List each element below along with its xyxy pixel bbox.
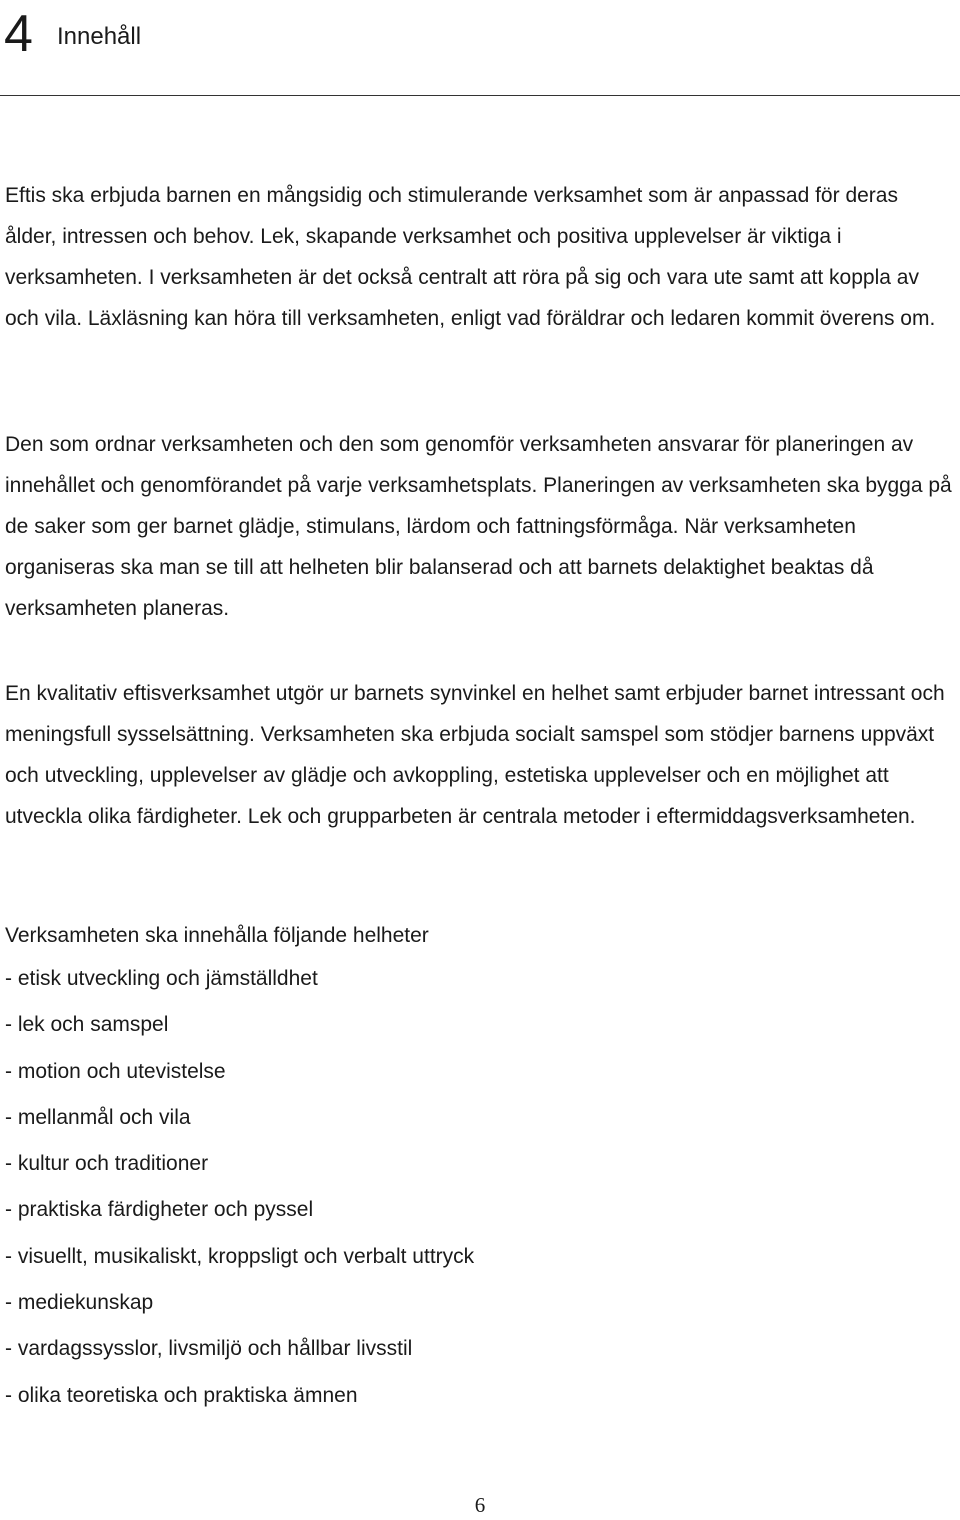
- section-heading: [0, 0, 960, 96]
- list-item: - vardagssysslor, livsmiljö och hållbar livsstil: [5, 1337, 413, 1361]
- list-item: - motion och utevistelse: [5, 1059, 226, 1083]
- list-item: - mediekunskap: [5, 1291, 154, 1315]
- list-item: - kultur och traditioner: [5, 1152, 209, 1176]
- list-item: - mellanmål och vila: [5, 1105, 191, 1129]
- section-title: Innehåll: [57, 23, 142, 50]
- paragraph-intro: Eftis ska erbjuda barnen en mångsidig och stimulerande verksamhet som är anpassad för deras ålder, intressen och behov. Lek, skapande verksamhet och positiva upplevelser är viktiga i verksamheten. I verksamheten är det också centralt att röra på sig och vara ute samt att koppla av och vila. Läxläsning kan höra till verksamheten, enligt vad föräldrar och ledaren kommit överens om.: [5, 184, 936, 330]
- list-item: - etisk utveckling och jämställdhet: [5, 967, 318, 990]
- list-item: - olika teoretiska och praktiska ämnen: [5, 1383, 358, 1407]
- paragraph-quality: En kvalitativ eftisverksamhet utgör ur barnets synvinkel en helhet samt erbjuder barnet intressant och meningsfull sysselsättning. Verksamheten ska erbjuda socialt samspel som stödjer barnens uppväxt och utveckling, upplevelser av glädje och avkoppling, estetiska upplevelser och en möjlighet att utveckla olika färdigheter. Lek och grupparbeten är centrala metoder i eftermiddagsverksamheten.: [5, 682, 945, 828]
- section-number: 4: [4, 5, 33, 63]
- page-number: 6: [474, 1493, 486, 1517]
- list-item: - praktiska färdigheter och pyssel: [5, 1198, 314, 1222]
- list-item: - visuellt, musikaliskt, kroppsligt och verbalt uttryck: [5, 1244, 475, 1268]
- content-list: [5, 956, 474, 1419]
- list-item: - lek och samspel: [5, 1013, 169, 1037]
- list-intro: Verksamheten ska innehålla följande helheter: [5, 924, 429, 947]
- paragraph-planning: Den som ordnar verksamheten och den som genomför verksamheten ansvarar för planeringen av innehållet och genomförandet på varje verksamhetsplats. Planeringen av verksamheten ska bygga på de saker som ger barnet glädje, stimulans, lärdom och fattningsförmåga. När verksamheten organiseras ska man se till att helheten blir balanserad och att barnets delaktighet beaktas då verksamheten planeras.: [5, 433, 952, 620]
